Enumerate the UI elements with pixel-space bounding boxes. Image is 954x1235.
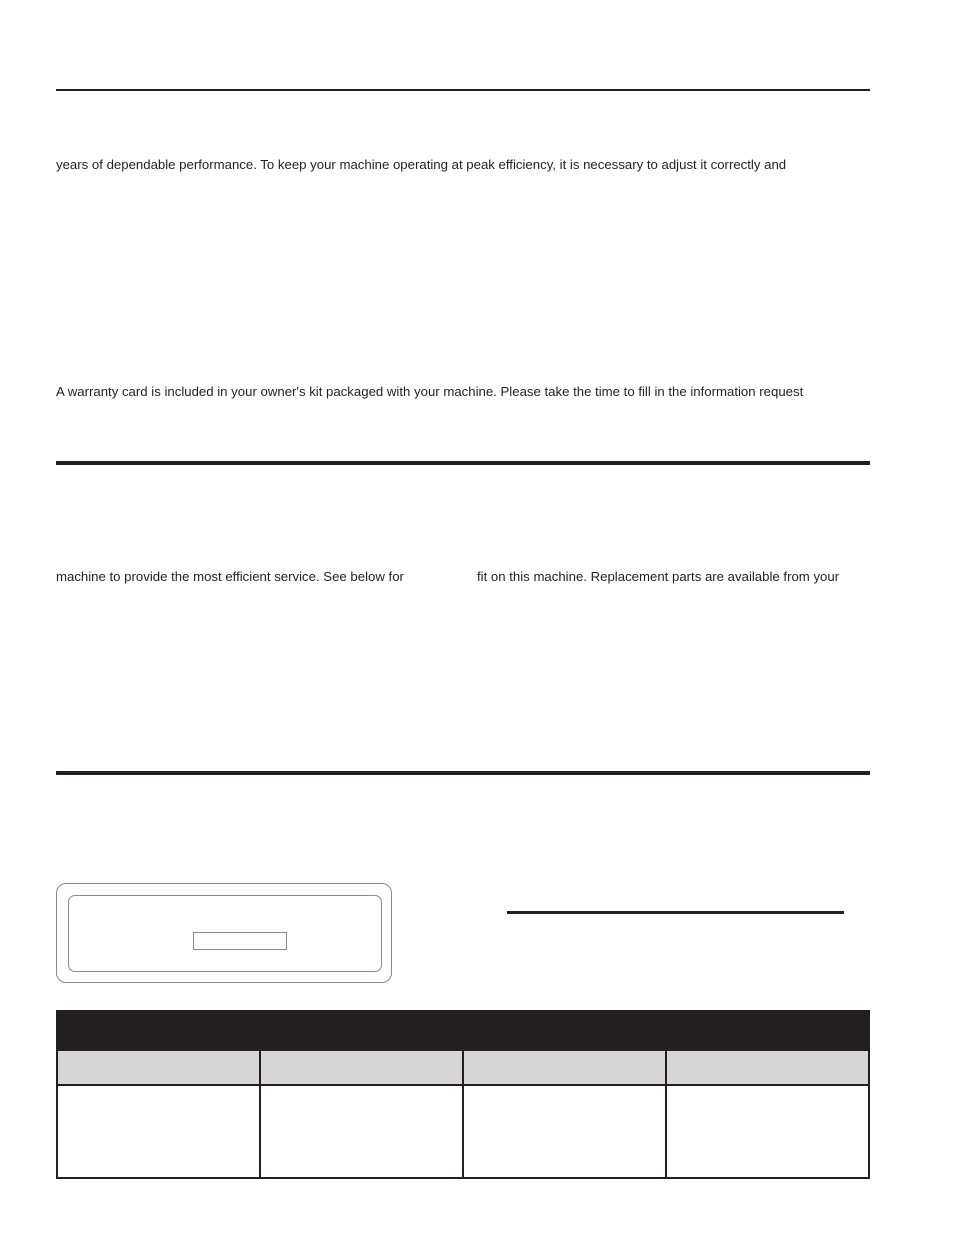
model-serial-label-illustration: [56, 883, 392, 983]
label-inner-frame: [68, 895, 382, 972]
column-header-3: [464, 1051, 667, 1086]
label-serial-box: [193, 932, 287, 950]
parts-text-left: machine to provide the most efficient service. See below for: [56, 569, 404, 584]
intro-text-line: years of dependable performance. To keep your machine operating at peak efficiency, it is necessary to adjust it correctly and: [56, 157, 787, 172]
table-cell-1: [58, 1086, 261, 1177]
parts-table-header: [58, 1012, 868, 1051]
parts-text-right: fit on this machine. Replacement parts are available from your: [477, 569, 840, 584]
section-divider-warranty: [56, 461, 870, 465]
section-divider-top: [56, 89, 870, 91]
table-cell-2: [261, 1086, 464, 1177]
parts-table: [56, 1010, 870, 1179]
section-divider-parts: [56, 771, 870, 775]
column-header-1: [58, 1051, 261, 1086]
table-cell-4: [667, 1086, 868, 1177]
table-cell-3: [464, 1086, 667, 1177]
table-row: [58, 1086, 868, 1177]
write-in-line: [507, 911, 844, 914]
column-header-4: [667, 1051, 868, 1086]
warranty-text-line: A warranty card is included in your owner's kit packaged with your machine. Please take the time to fill in the information request: [56, 384, 804, 399]
parts-table-column-headers: [58, 1051, 868, 1086]
column-header-2: [261, 1051, 464, 1086]
